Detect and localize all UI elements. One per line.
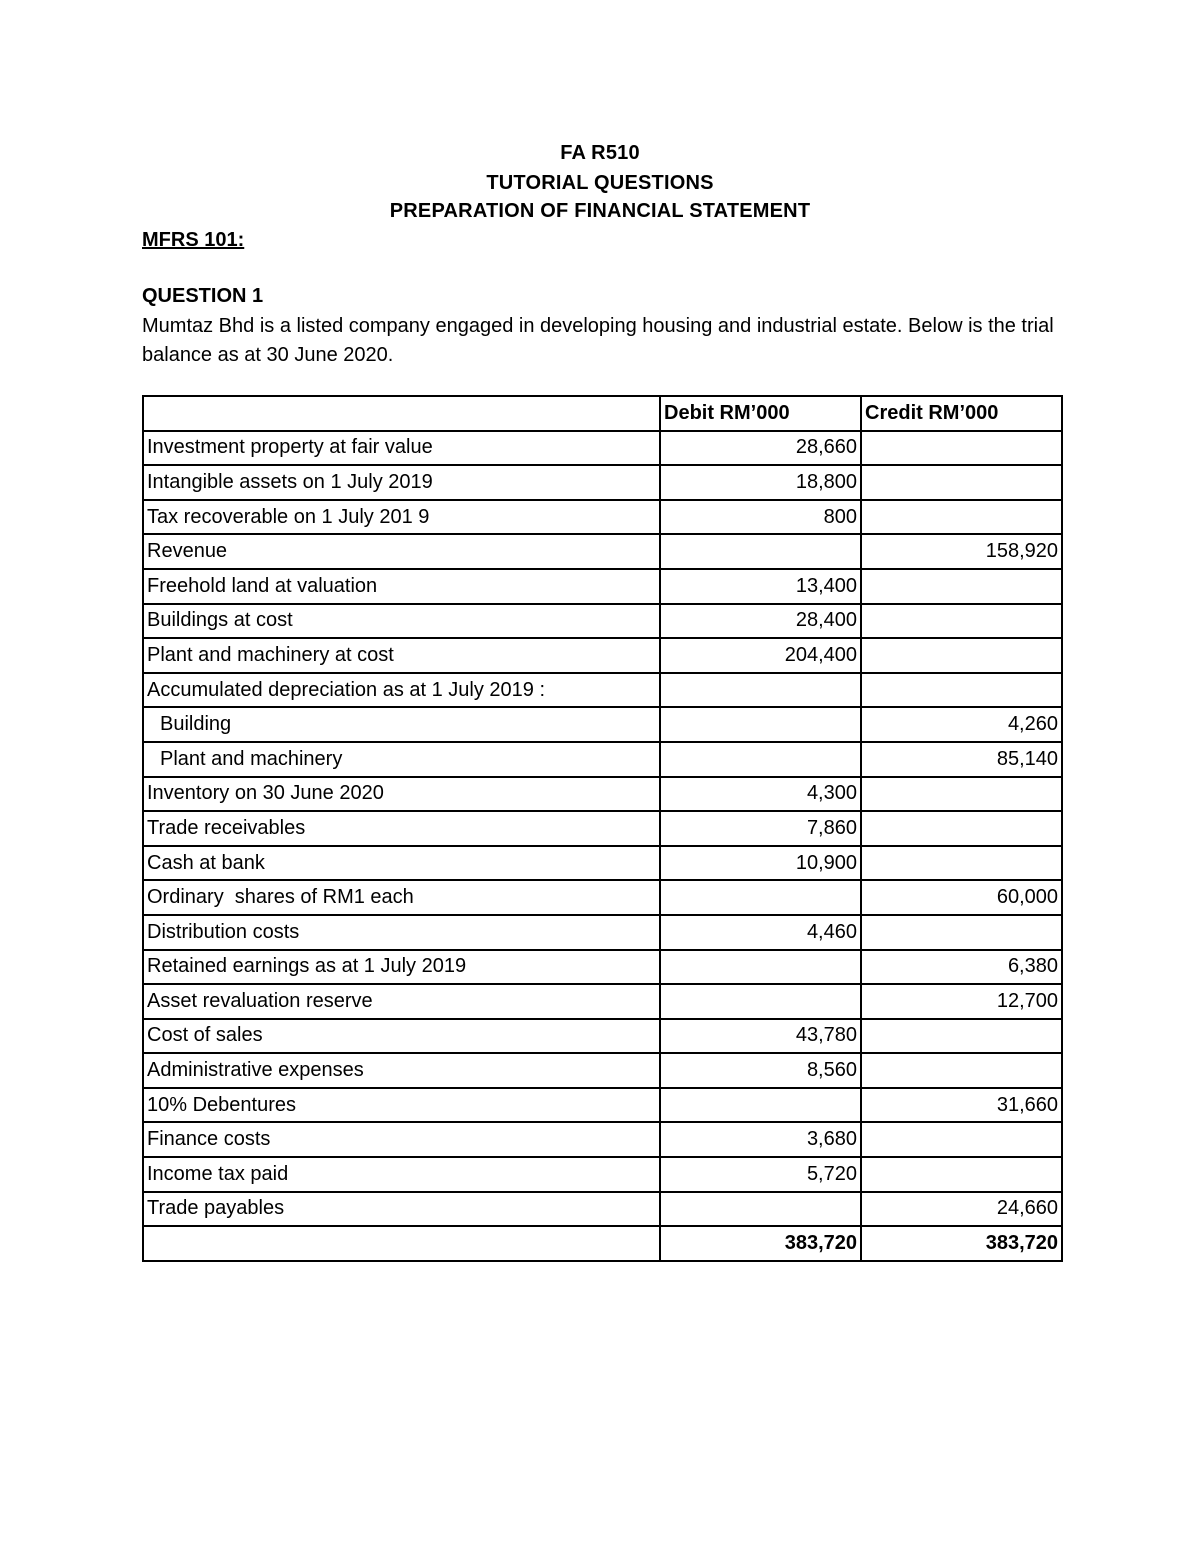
row-credit bbox=[861, 1053, 1062, 1088]
question-intro: Mumtaz Bhd is a listed company engaged in developing housing and industrial estate. Below is the trial balance as at 30 June 2020. bbox=[142, 315, 1054, 366]
row-debit: 28,400 bbox=[660, 604, 861, 639]
table-row bbox=[143, 1088, 1062, 1123]
table-row bbox=[143, 1157, 1062, 1192]
document-topic: PREPARATION OF FINANCIAL STATEMENT bbox=[389, 200, 811, 222]
row-debit: 4,460 bbox=[660, 915, 861, 950]
row-description: Plant and machinery at cost bbox=[143, 638, 660, 673]
row-credit: 6,380 bbox=[861, 950, 1062, 985]
table-row bbox=[143, 500, 1062, 535]
row-credit bbox=[861, 638, 1062, 673]
table-row bbox=[143, 465, 1062, 500]
header-description bbox=[143, 396, 660, 431]
table-row bbox=[143, 604, 1062, 639]
row-debit: 8,560 bbox=[660, 1053, 861, 1088]
table-row bbox=[143, 1053, 1062, 1088]
row-description: Trade payables bbox=[143, 1192, 660, 1227]
row-debit bbox=[660, 880, 861, 915]
row-credit: 24,660 bbox=[861, 1192, 1062, 1227]
row-credit bbox=[861, 846, 1062, 881]
row-debit bbox=[660, 984, 861, 1019]
totals-description bbox=[143, 1226, 660, 1261]
row-description: Finance costs bbox=[143, 1122, 660, 1157]
document-subtitle: TUTORIAL QUESTIONS bbox=[486, 172, 714, 194]
table-header-row bbox=[143, 396, 1062, 431]
row-debit: 18,800 bbox=[660, 465, 861, 500]
row-debit bbox=[660, 950, 861, 985]
row-description: Ordinary shares of RM1 each bbox=[143, 880, 660, 915]
table-row bbox=[143, 1192, 1062, 1227]
table-row bbox=[143, 431, 1062, 466]
row-credit: 60,000 bbox=[861, 880, 1062, 915]
row-debit bbox=[660, 707, 861, 742]
row-description: Income tax paid bbox=[143, 1157, 660, 1192]
table-row bbox=[143, 915, 1062, 950]
row-description: Accumulated depreciation as at 1 July 2019 : bbox=[143, 673, 660, 708]
row-debit: 28,660 bbox=[660, 431, 861, 466]
row-description: Plant and machinery bbox=[143, 742, 660, 777]
row-debit: 13,400 bbox=[660, 569, 861, 604]
row-description: Tax recoverable on 1 July 201 9 bbox=[143, 500, 660, 535]
table-row bbox=[143, 777, 1062, 812]
row-description: Cost of sales bbox=[143, 1019, 660, 1054]
row-description: Cash at bank bbox=[143, 846, 660, 881]
row-credit bbox=[861, 604, 1062, 639]
row-credit bbox=[861, 431, 1062, 466]
row-description: Buildings at cost bbox=[143, 604, 660, 639]
row-credit: 31,660 bbox=[861, 1088, 1062, 1123]
row-description: Distribution costs bbox=[143, 915, 660, 950]
row-debit: 43,780 bbox=[660, 1019, 861, 1054]
row-debit bbox=[660, 1192, 861, 1227]
row-credit bbox=[861, 465, 1062, 500]
row-description: 10% Debentures bbox=[143, 1088, 660, 1123]
row-debit: 204,400 bbox=[660, 638, 861, 673]
table-row bbox=[143, 811, 1062, 846]
row-description: Building bbox=[143, 707, 660, 742]
row-debit: 3,680 bbox=[660, 1122, 861, 1157]
question-label: QUESTION 1 bbox=[142, 285, 264, 307]
row-credit: 12,700 bbox=[861, 984, 1062, 1019]
standard-heading: MFRS 101: bbox=[142, 229, 245, 251]
table-row bbox=[143, 742, 1062, 777]
course-code: FA R510 bbox=[560, 142, 640, 164]
row-description: Trade receivables bbox=[143, 811, 660, 846]
row-credit bbox=[861, 1157, 1062, 1192]
header-debit: Debit RM’000 bbox=[660, 396, 861, 431]
row-debit: 5,720 bbox=[660, 1157, 861, 1192]
row-debit: 800 bbox=[660, 500, 861, 535]
table-row bbox=[143, 534, 1062, 569]
table-row bbox=[143, 673, 1062, 708]
table-row bbox=[143, 569, 1062, 604]
row-credit bbox=[861, 500, 1062, 535]
total-debit: 383,720 bbox=[660, 1226, 861, 1261]
row-description: Administrative expenses bbox=[143, 1053, 660, 1088]
row-description: Revenue bbox=[143, 534, 660, 569]
row-description: Investment property at fair value bbox=[143, 431, 660, 466]
table-row bbox=[143, 1122, 1062, 1157]
header-credit: Credit RM’000 bbox=[861, 396, 1062, 431]
totals-row bbox=[143, 1226, 1062, 1261]
table-row bbox=[143, 950, 1062, 985]
table-row bbox=[143, 638, 1062, 673]
row-credit bbox=[861, 569, 1062, 604]
row-debit bbox=[660, 1088, 861, 1123]
row-credit bbox=[861, 1019, 1062, 1054]
row-credit: 158,920 bbox=[861, 534, 1062, 569]
row-credit bbox=[861, 673, 1062, 708]
row-credit: 85,140 bbox=[861, 742, 1062, 777]
row-credit: 4,260 bbox=[861, 707, 1062, 742]
row-credit bbox=[861, 915, 1062, 950]
trial-balance-table bbox=[142, 395, 1063, 1262]
table-row bbox=[143, 1019, 1062, 1054]
row-description: Retained earnings as at 1 July 2019 bbox=[143, 950, 660, 985]
row-debit bbox=[660, 742, 861, 777]
row-debit: 10,900 bbox=[660, 846, 861, 881]
table-row bbox=[143, 984, 1062, 1019]
table-row bbox=[143, 846, 1062, 881]
row-debit: 7,860 bbox=[660, 811, 861, 846]
row-credit bbox=[861, 1122, 1062, 1157]
row-debit bbox=[660, 534, 861, 569]
total-credit: 383,720 bbox=[861, 1226, 1062, 1261]
table-row bbox=[143, 880, 1062, 915]
row-description: Inventory on 30 June 2020 bbox=[143, 777, 660, 812]
row-description: Asset revaluation reserve bbox=[143, 984, 660, 1019]
row-description: Intangible assets on 1 July 2019 bbox=[143, 465, 660, 500]
row-debit bbox=[660, 673, 861, 708]
row-description: Freehold land at valuation bbox=[143, 569, 660, 604]
row-credit bbox=[861, 777, 1062, 812]
row-debit: 4,300 bbox=[660, 777, 861, 812]
row-credit bbox=[861, 811, 1062, 846]
table-row bbox=[143, 707, 1062, 742]
